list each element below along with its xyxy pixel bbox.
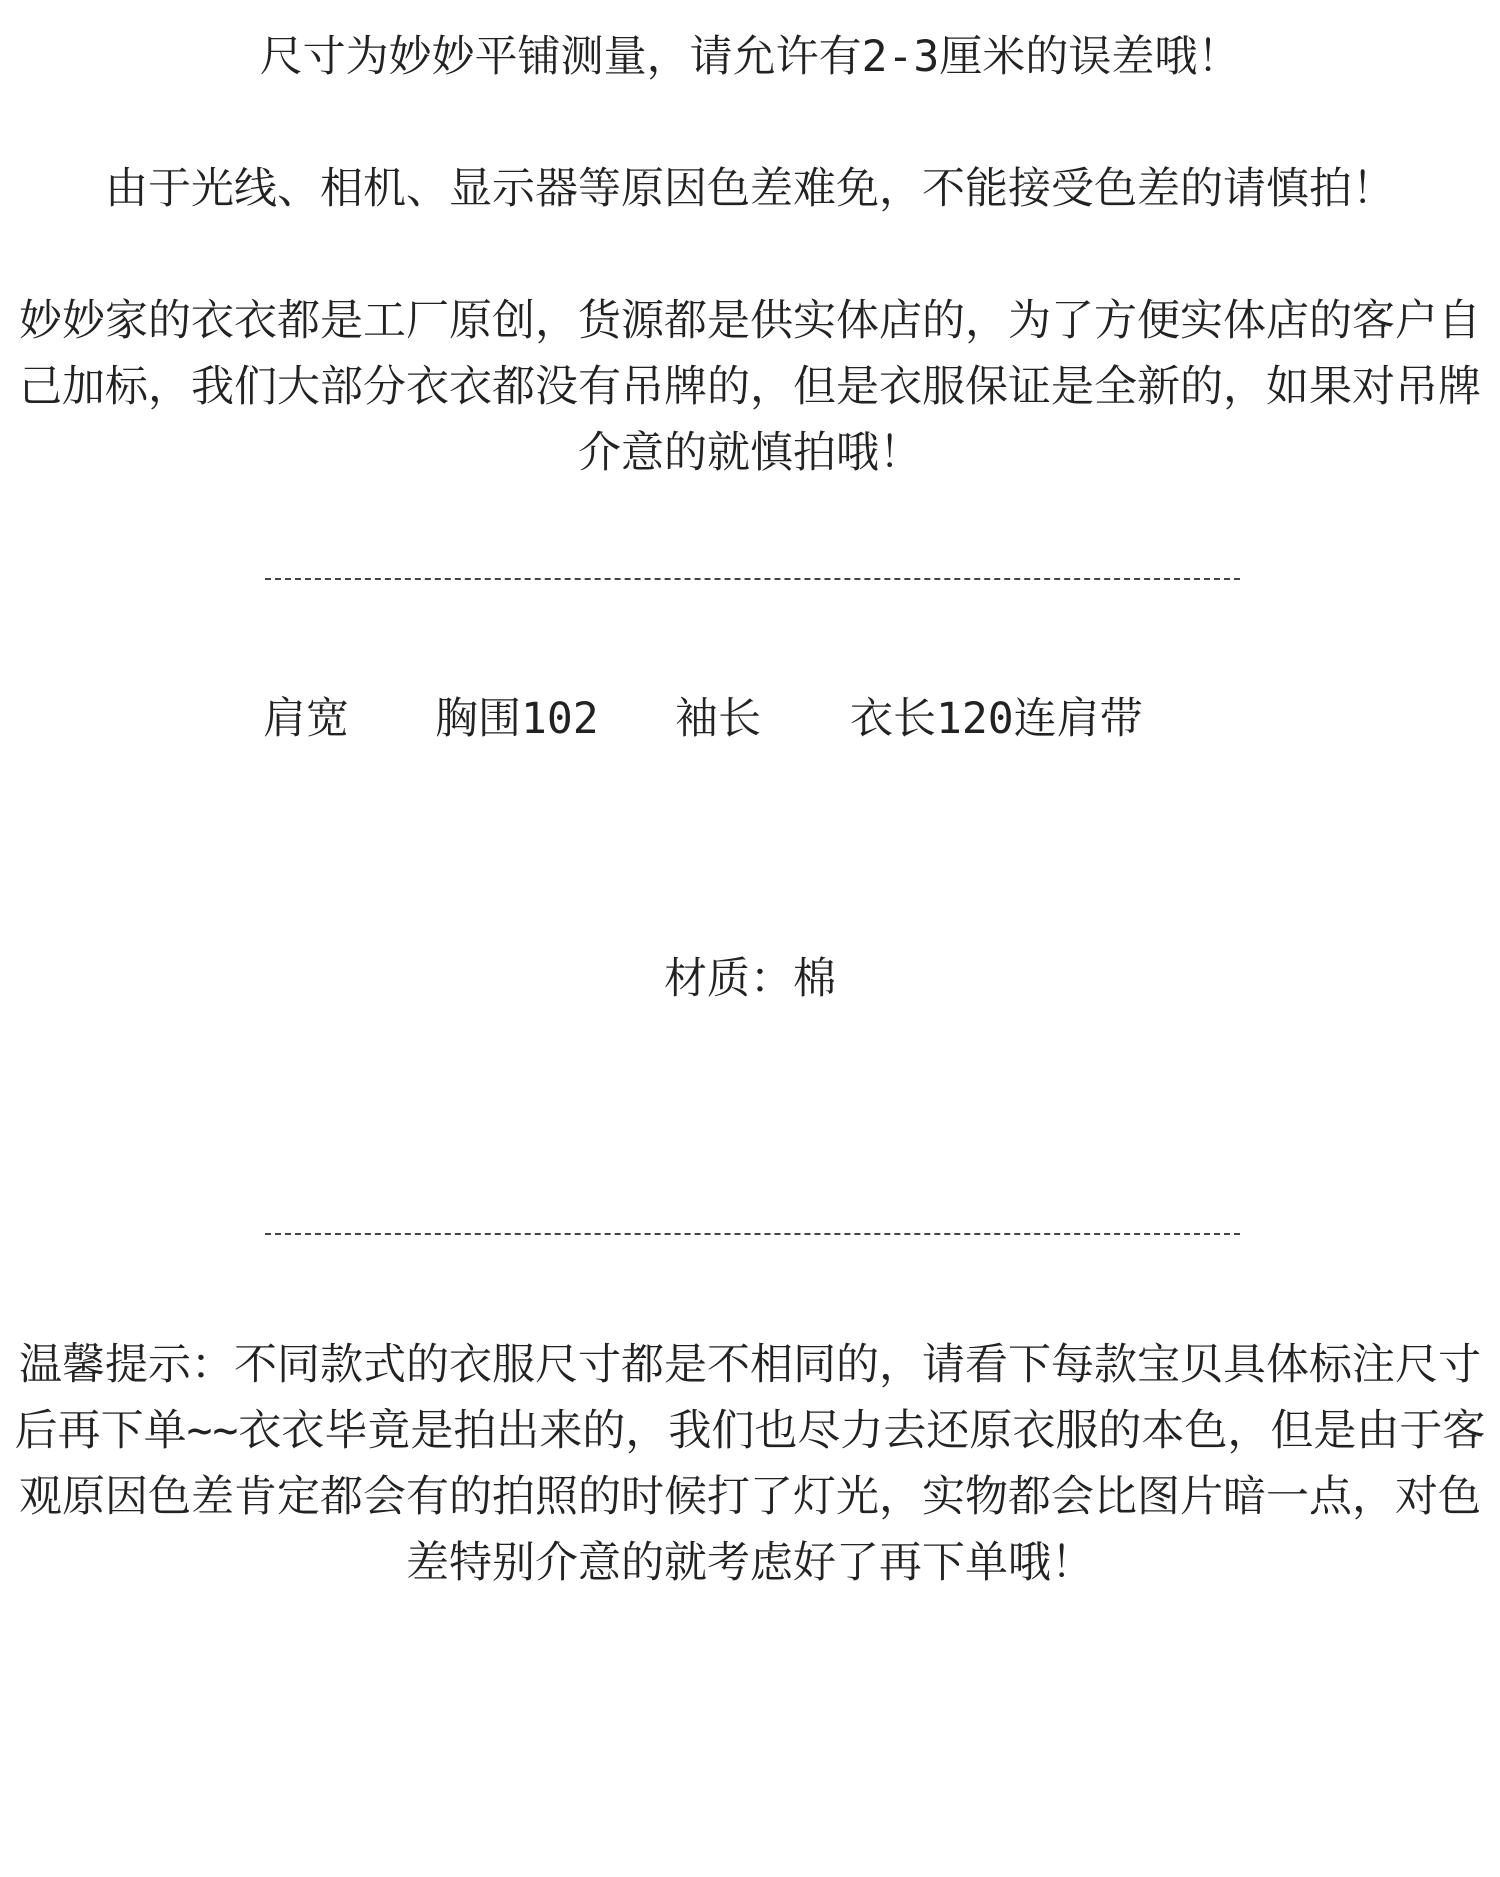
size-length: 衣长120连肩带 [850,694,1143,744]
divider-bottom [265,1233,1240,1235]
warm-tips-line-1: 温馨提示：不同款式的衣服尺寸都是不相同的，请看下每款宝贝具体标注尺寸 [19,1340,1481,1390]
tag-notice-line-3: 介意的就慎拍哦！ [578,428,922,478]
warm-tips [0,1332,1500,1596]
color-difference-notice: 由于光线、相机、显示器等原因色差难免，不能接受色差的请慎拍！ [105,164,1395,214]
warm-tips-line-3: 观原因色差肯定都会有的拍照的时候打了灯光，实物都会比图片暗一点，对色 [19,1472,1481,1522]
tag-notice-line-1: 妙妙家的衣衣都是工厂原创，货源都是供实体店的，为了方便实体店的客户自 [19,296,1481,346]
size-chest: 胸围102 [435,694,599,744]
warm-tips-line-2: 后再下单~~衣衣毕竟是拍出来的，我们也尽力去还原衣服的本色，但是由于客 [14,1406,1486,1456]
warm-tips-line-4: 差特别介意的就考虑好了再下单哦！ [406,1538,1094,1588]
material-label: 材质：棉 [664,954,836,1004]
size-row [0,686,1500,752]
size-sleeve: 袖长 [675,694,761,744]
divider-top [265,578,1240,580]
tag-notice-line-2: 己加标，我们大部分衣衣都没有吊牌的，但是衣服保证是全新的，如果对吊牌 [19,362,1481,412]
measurement-notice: 尺寸为妙妙平铺测量，请允许有2-3厘米的误差哦！ [259,32,1241,82]
size-shoulder: 肩宽 [263,694,349,744]
tag-notice [0,288,1500,486]
